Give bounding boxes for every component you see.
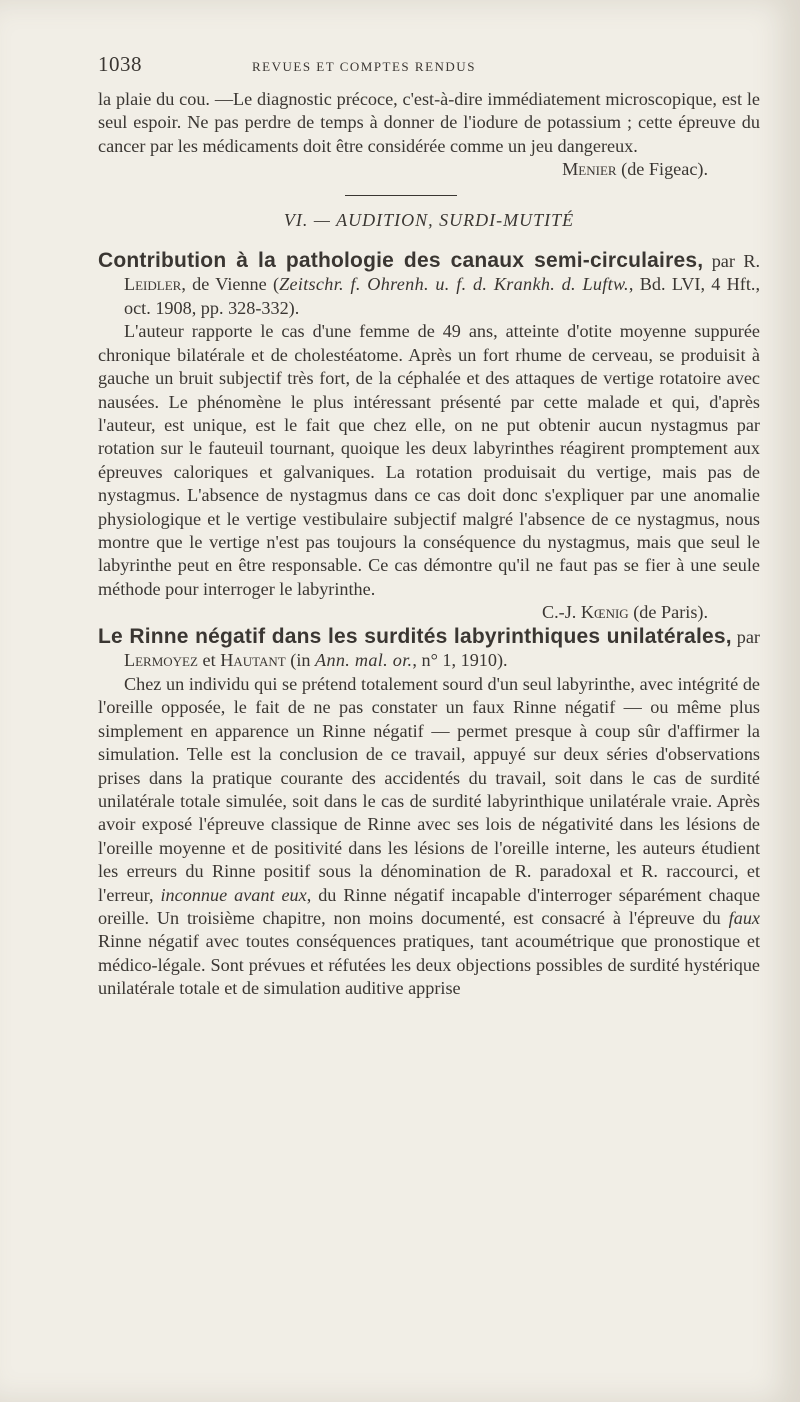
article-2-citation — [98, 625, 760, 673]
intro-signature-name: Menier — [562, 159, 617, 180]
intro-signature — [98, 158, 760, 181]
article-1-ref-plain: , de Vienne ( — [181, 274, 280, 295]
article-2-author-prefix: par — [736, 626, 760, 647]
article-2-body — [98, 673, 760, 1001]
article-1-signature — [98, 601, 760, 624]
article-2-ref-plain: (in — [285, 650, 316, 671]
section-heading: VI. — AUDITION, SURDI-MUTITÉ — [283, 209, 575, 230]
intro-signature-place: (de Figeac). — [621, 159, 708, 180]
article-1-journal: Zeitschr. f. Ohrenh. u. f. d. Krankh. d. Luftw. — [279, 274, 629, 295]
article-2-body-emphasis-1: inconnue avant eux — [160, 884, 307, 905]
article-1-author-prefix: par R. — [711, 250, 761, 271]
article-2-ref-tail: , n° 1, 1910). — [412, 650, 508, 671]
article-1-author: Leidler — [124, 274, 182, 295]
article-2-author-joiner: et — [202, 650, 216, 671]
article-2-body-part-1: Chez un individu qui se prétend totalement sourd d'un seul labyrinthe, avec intégrité de l'oreille opposée, le fait de ne pas constater un faux Rinne négatif — ou même plus simplement en apparence un Rinne négatif — permet presque à coup sûr d'affirmer la simulation. Telle est la conclusion de ce travail, appuyé sur deux séries d'observations prises dans la pratique courante des accidentés du travail, soit dans le cas de surdité unilatérale totale simulée, soit dans le cas de surdité labyrinthique unilatérale vraie. Après avoir exposé l'épreuve classique de Rinne avec ses lois de négativité dans les lésions de l'oreille moyenne et de positivité dans les lésions de l'oreille interne, les auteurs étudient les erreurs du Rinne positif sous la dénomination de R. paradoxal et R. raccourci, et l'erreur, — [98, 673, 760, 905]
article-2-journal: Ann. mal. or. — [315, 650, 413, 671]
article-2-body-part-2: , du Rinne négatif incapable d'interroger séparément chaque oreille. Un troisième chapitre, non moins documenté, est consacré à l'épreuve du — [98, 884, 761, 928]
article-1-signature-place: (de Paris). — [633, 602, 708, 623]
article-2-author2: Hautant — [220, 650, 286, 671]
page-content — [98, 52, 760, 1001]
article-2-body-part-3: Rinne négatif avec toutes conséquences pratiques, tant acoumétrique que pronostique et médico-légale. Sont prévues et réfutées les deux objections possibles de surdité hystérique unilatérale totale et de simulation auditive apprise — [98, 931, 760, 999]
page-number: 1038 — [98, 52, 142, 76]
article-2-title: Le Rinne négatif dans les surdités labyrinthiques unilatérales, — [98, 624, 732, 648]
page-header — [98, 52, 760, 88]
article-1-title: Contribution à la pathologie des canaux semi-circulaires, — [98, 248, 704, 272]
article-1-ref-tail: , Bd. LVI, 4 Hft., oct. 1908, pp. 328-332). — [124, 274, 760, 318]
article-1-citation — [98, 249, 760, 321]
section-divider — [345, 195, 457, 196]
article-2-author: Lermoyez — [124, 650, 198, 671]
running-title: REVUES ET COMPTES RENDUS — [252, 59, 476, 74]
article-1-signature-initials: C.-J. — [541, 602, 577, 623]
intro-paragraph: la plaie du cou. —Le diagnostic précoce, c'est-à-dire immédiatement microscopique, est le seul espoir. Ne pas perdre de temps à donner de l'iodure de potassium ; cette épreuve du cancer par les médicaments doit être considérée comme un jeu dangereux. — [98, 89, 760, 156]
article-2-body-emphasis-2: faux — [728, 907, 760, 928]
article-1-body: L'auteur rapporte le cas d'une femme de 49 ans, atteinte d'otite moyenne suppurée chronique bilatérale et de cholestéatome. Après un fort rhume de cerveau, se produisit à gauche un bruit subjectif très fort, de la céphalée et des attaques de vertige rotatoire avec nausées. Le phénomène le plus intéressant présenté par cette malade et qui, d'après l'auteur, est unique, est le fait que chez elle, on ne put obtenir aucun nystagmus par rotation sur le fauteuil tournant, quoique les deux labyrinthes réagirent promptement aux épreuves caloriques et galvaniques. La rotation produisait du vertige, mais pas de nystagmus. L'absence de nystagmus dans ce cas doit donc s'expliquer par une anomalie physiologique et le vertige vestibulaire subjectif malgré l'absence de ce nystagmus, nous montre que le vertige n'est pas toujours la conséquence du nystagmus, mais que seul le labyrinthe peut en être responsable. Ce cas démontre qu'il ne faut pas se fier à une seule méthode pour interroger le labyrinthe. — [98, 321, 760, 599]
article-1-signature-name: Kœnig — [580, 602, 629, 623]
